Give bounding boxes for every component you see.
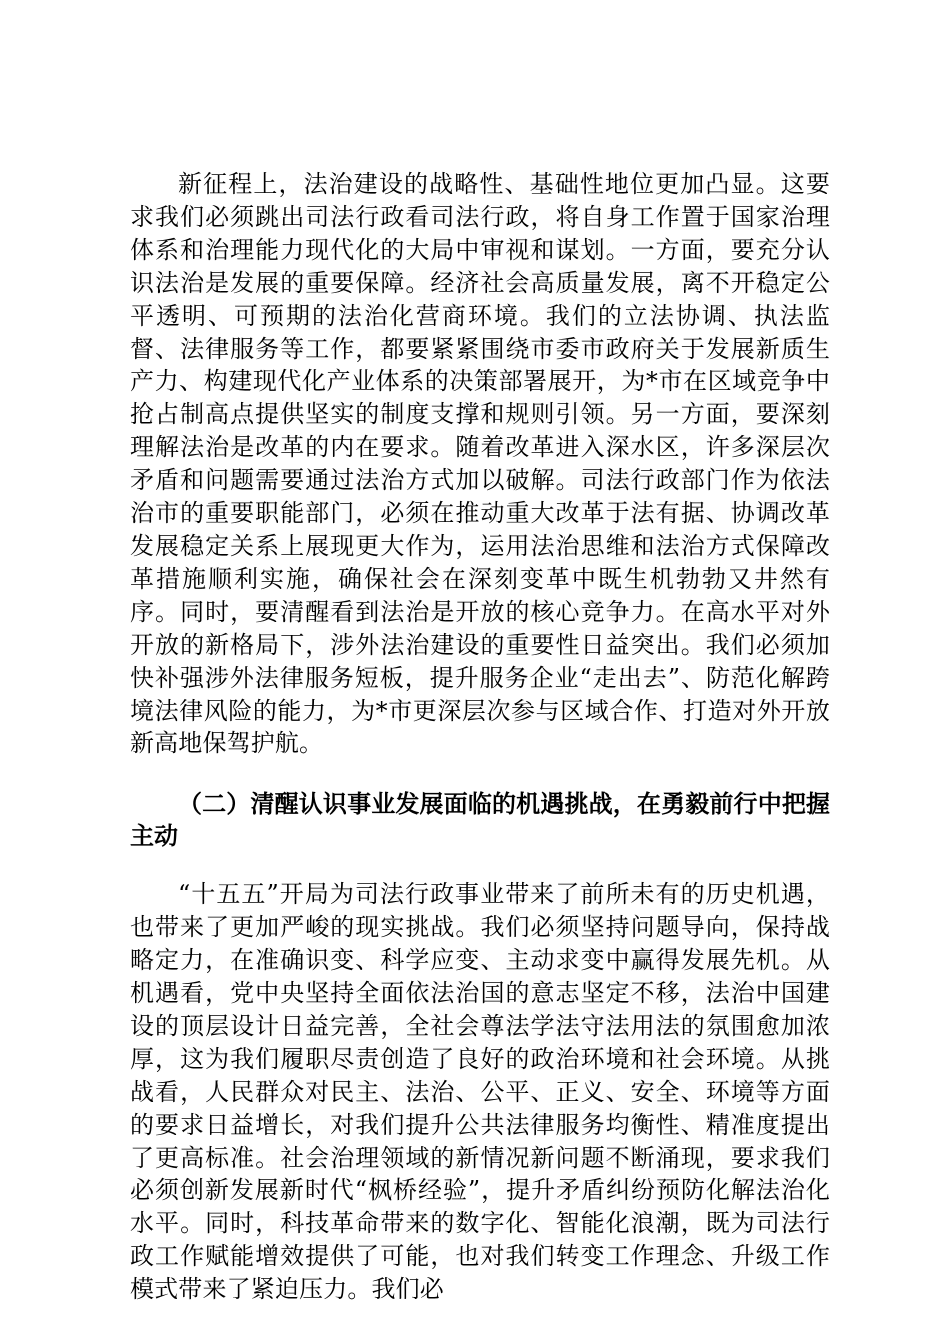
document-body <box>130 168 830 1306</box>
body-paragraph-1: 新征程上，法治建设的战略性、基础性地位更加凸显。这要求我们必须跳出司法行政看司法行政，将自身工作置于国家治理体系和治理能力现代化的大局中审视和谋划。一方面，要充分认识法治是发展的重要保障。经济社会高质量发展，离不开稳定公平透明、可预期的法治化营商环境。我们的立法协调、执法监督、法律服务等工作，都要紧紧围绕市委市政府关于发展新质生产力、构建现代化产业体系的决策部署展开，为*市在区域竞争中抢占制高点提供坚实的制度支撑和规则引领。另一方面，要深刻理解法治是改革的内在要求。随着改革进入深水区，许多深层次矛盾和问题需要通过法治方式加以破解。司法行政部门作为依法治市的重要职能部门，必须在推动重大改革于法有据、协调改革发展稳定关系上展现更大作为，运用法治思维和法治方式保障改革措施顺利实施，确保社会在深刻变革中既生机勃勃又井然有序。同时，要清醒看到法治是开放的核心竞争力。在高水平对外开放的新格局下，涉外法治建设的重要性日益突出。我们必须加快补强涉外法律服务短板，提升服务企业“走出去”、防范化解跨境法律风险的能力，为*市更深层次参与区域合作、打造对外开放新高地保驾护航。 <box>130 170 830 758</box>
section-heading-2: （二）清醒认识事业发展面临的机遇挑战，在勇毅前行中把握主动 <box>130 790 830 851</box>
body-paragraph-2: “十五五”开局为司法行政事业带来了前所未有的历史机遇，也带来了更加严峻的现实挑战。我们必须坚持问题导向，保持战略定力，在准确识变、科学应变、主动求变中赢得发展先机。从机遇看，党中央坚持全面依法治国的意志坚定不移，法治中国建设的顶层设计日益完善，全社会尊法学法守法用法的氛围愈加浓厚，这为我们履职尽责创造了良好的政治环境和社会环境。从挑战看，人民群众对民主、法治、公平、正义、安全、环境等方面的要求日益增长，对我们提升公共法律服务均衡性、精准度提出了更高标准。社会治理领域的新情况新问题不断涌现，要求我们必须创新发展新时代“枫桥经验”，提升矛盾纠纷预防化解法治化水平。同时，科技革命带来的数字化、智能化浪潮，既为司法行政工作赋能增效提供了可能，也对我们转变工作理念、升级工作模式带来了紧迫压力。我们必 <box>130 880 830 1304</box>
